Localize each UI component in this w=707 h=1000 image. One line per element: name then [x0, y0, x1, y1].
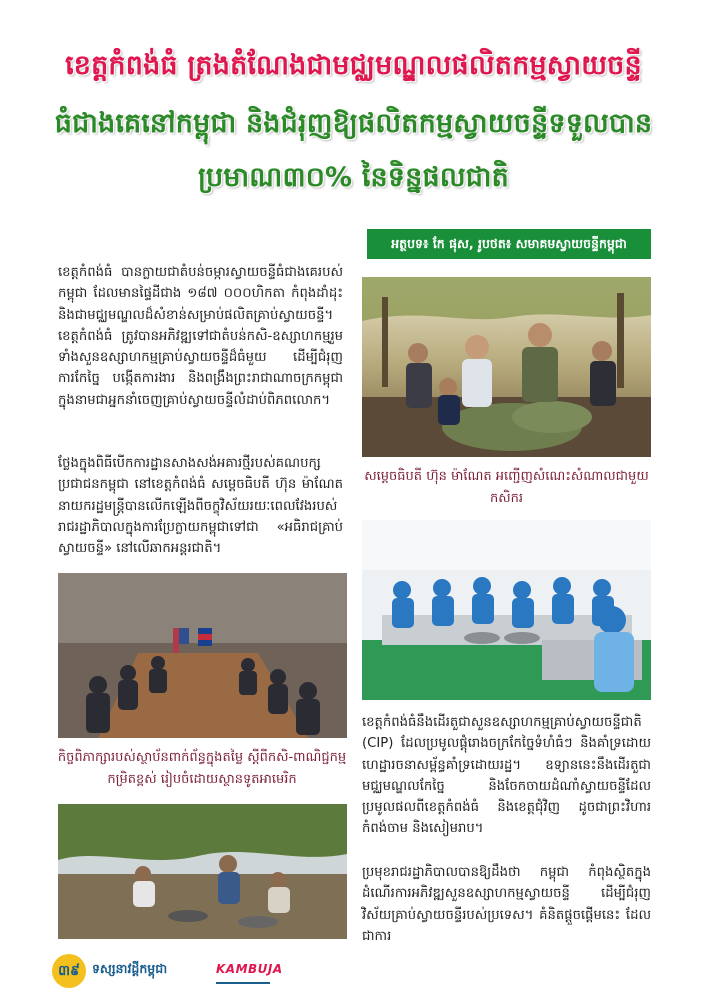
publication-name: ទស្សនាវដ្តីកម្ពុជា [92, 961, 168, 976]
body-paragraph-1: ខេត្តកំពង់ធំ បានក្លាយជាតំបន់ចម្ការស្វាយចន្ទីធំជាងគេរបស់កម្ពុជា ដែលមានផ្ទៃដីជាង ១៨៧ ០០០ហិកតា កំពុងដាំដុះ និងជាមជ្ឈមណ្ឌលដ៏សំខាន់សម្រាប់ផលិតគ្រាប់ស្វាយចន្ទី។ ខេត្តកំពង់ធំ ត្រូវបានអភិវឌ្ឍទៅជាតំបន់កសិ-ឧស្សាហកម្មរួមទាំងសួនឧស្សាហកម្មគ្រាប់ស្វាយចន្ទីដ៏ធំមួយ ដើម្បីជំរុញការកែច្នៃ បង្កើតការងារ និងពង្រឹងព្រះរាជាណាចក្រកម្ពុជា ក្នុងនាមជាអ្នកនាំចេញគ្រាប់ស្វាយចន្ទីលំដាប់ពិភពលោក។ [58, 265, 343, 408]
caption-meeting: កិច្ចពិភាក្សារបស់ស្ថាប័នពាក់ព័ន្ធក្នុងតម្លៃ ស្តីពីកសិ-ពាណិជ្ជកម្មកម្រិតខ្ពស់ រៀបចំដោយស្ថានទូតអាមេរិក [57, 750, 347, 787]
headline-line-1: ខេត្តកំពង់ធំ ត្រងតំណែងជាមជ្ឈមណ្ឌលផលិតកម្មស្វាយចន្ទី [65, 50, 642, 81]
footer-rule [216, 982, 270, 984]
byline-bar: អត្ថបទ៖ កែ ផុស, រូបថត៖ សមាគមស្វាយចន្ទីកម្ពុជា [367, 229, 651, 259]
body-paragraph-2: ថ្លែងក្នុងពិធីបើកការដ្ឋានសាងសង់អគារថ្មីរបស់គណបក្សប្រជាជនកម្ពុជា នៅខេត្តកំពង់ធំ សម្តេចធិបតី ហ៊ុន ម៉ាណែត នាយករដ្ឋមន្ត្រីបានលើកឡើងពីចក្ខុវិស័យរយៈពេលវែងរបស់រាជរដ្ឋាភិបាលក្នុងការប្រែក្លាយកម្ពុជាទៅជា «អធិរាជគ្រាប់ស្វាយចន្ទី» នៅលើឆាកអន្តរជាតិ។ [58, 456, 343, 557]
photo-cashew-drying-field [58, 804, 347, 939]
photo-meeting-room [58, 573, 347, 738]
body-paragraph-4: ប្រមុខរាជរដ្ឋាភិបាលបានឱ្យដឹងថា កម្ពុជា កំពុងស្ថិតក្នុងដំណើរការអភិវឌ្ឍសួនឧស្សាហកម្មស្វាយចន្ទី ដើម្បីជំរុញវិស័យគ្រាប់ស្វាយចន្ទីរបស់ប្រទេស។ គំនិតផ្តួចផ្តើមនេះ ដែលជាការ [362, 865, 651, 944]
caption-prime-minister: សម្តេចធិបតី ហ៊ុន ម៉ាណែត អញ្ជើញសំណេះសំណាលជាមួយកសិករ [364, 469, 649, 506]
body-paragraph-3: ខេត្តកំពង់ធំនឹងដើរតួជាសួនឧស្សាហកម្មគ្រាប់ស្វាយចន្ទីជាតិ (CIP) ដែលប្រមូលផ្តុំរោងចក្រកែច្នៃទំហំធំៗ និងគាំទ្រដោយហេដ្ឋារចនាសម្ព័ន្ធគាំទ្រដោយរដ្ឋ។ ឧទ្យាននេះនឹងដើរតួជាមជ្ឈមណ្ឌលកែច្នៃ និងចែកចាយដំណាំស្វាយចន្ទីដែលប្រមូលផលពីខេត្តកំពង់ធំ និងខេត្តជុំវិញ ដូចជាព្រះវិហារ កំពង់ចាម និងសៀមរាប។ [362, 715, 651, 837]
photo-cashew-factory [362, 520, 651, 700]
photo-prime-minister-farmers [362, 277, 651, 457]
brand-logo-text: KAMBUJA [216, 962, 283, 976]
page-number-badge: ៣៩ [52, 954, 86, 988]
headline-line-2: ធំជាងគេនៅកម្ពុជា និងជំរុញឱ្យផលិតកម្មស្វាយចន្ទីទទួលបាន [54, 108, 653, 139]
headline-line-3: ប្រមាណ៣០% នៃទិន្នផលជាតិ [198, 162, 509, 193]
